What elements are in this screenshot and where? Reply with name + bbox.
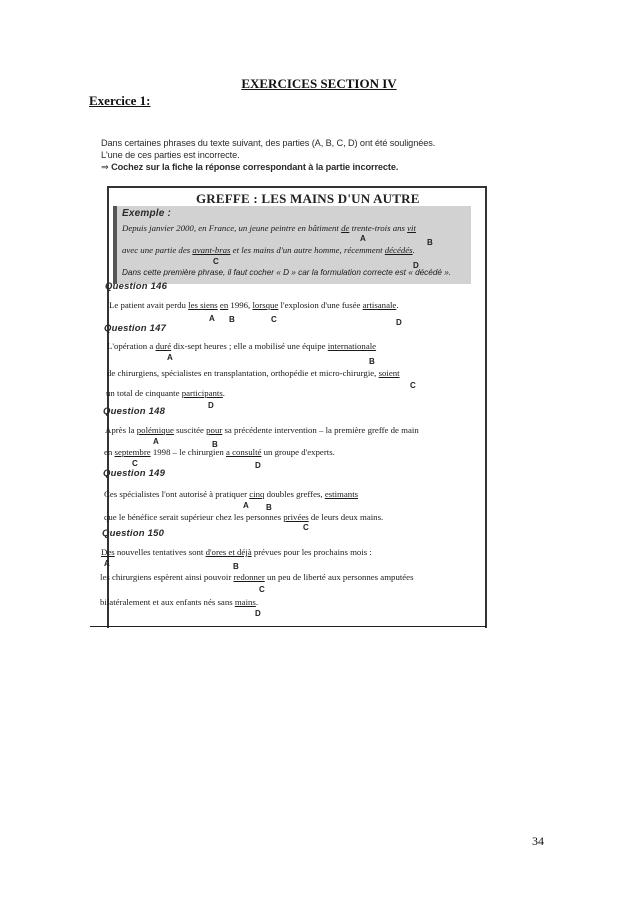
text: 1998 – le chirurgien <box>150 447 226 457</box>
text: bilatéralement et aux enfants nés sans <box>100 597 235 607</box>
underlined-part-c: lorsque <box>252 300 279 310</box>
text: 1996, <box>228 300 253 310</box>
question-147-line-2 <box>107 368 400 378</box>
text: . <box>222 388 225 398</box>
underlined-part-b: pour <box>206 425 223 435</box>
letter-a: A <box>243 501 249 510</box>
letter-c: C <box>259 585 265 594</box>
underlined-part-b: estimants <box>324 489 359 499</box>
text: . <box>396 300 399 310</box>
letter-a: A <box>167 353 173 362</box>
letter-b: B <box>266 503 272 512</box>
text: suscitée <box>173 425 207 435</box>
question-150-line-1 <box>101 547 372 557</box>
underlined-part-b: internationale <box>327 341 377 351</box>
letter-a: A <box>209 314 215 323</box>
underlined-part-a: polémique <box>136 425 174 435</box>
article-title: GREFFE : LES MAINS D'UN AUTRE <box>196 191 420 206</box>
underlined-part-a: cinq <box>249 489 265 499</box>
question-147-line-1 <box>107 341 376 351</box>
letter-c: C <box>303 523 309 532</box>
underlined-part-d: artisanale <box>362 300 397 310</box>
letter-d: D <box>255 609 261 618</box>
underlined-part-c: soient <box>378 368 400 378</box>
letter-c: C <box>271 315 277 324</box>
text: Depuis janvier 2000, en France, un jeune peintre en bâtiment <box>122 223 342 233</box>
letter-b: B <box>233 562 239 571</box>
text: l'explosion d'une fusée <box>278 300 363 310</box>
text: Après la <box>105 425 137 435</box>
letter-b: B <box>229 315 235 324</box>
question-147-label: Question 147 <box>104 323 167 334</box>
example-bar <box>113 206 117 284</box>
question-149-label: Question 149 <box>103 468 166 479</box>
text: . <box>412 245 415 255</box>
section-title: EXERCICES SECTION IV <box>241 76 397 91</box>
underlined-part-d: mains <box>234 597 256 607</box>
underlined-part-d: décédés <box>384 245 413 255</box>
question-148-label: Question 148 <box>103 406 166 417</box>
letter-c: C <box>213 257 219 266</box>
intro-line-1: Dans certaines phrases du texte suivant, des parties (A, B, C, D) ont été soulignées. <box>101 138 436 148</box>
underlined-part-b: en <box>219 300 229 310</box>
text: prévues pour les prochains mois : <box>251 547 372 557</box>
letter-c: C <box>132 459 138 468</box>
text: trente-trois ans <box>349 223 408 233</box>
text: doubles greffes, <box>264 489 325 499</box>
page-number: 34 <box>532 834 544 848</box>
text: . <box>255 597 259 607</box>
text: un groupe d'experts. <box>261 447 335 457</box>
underlined-part-c: septembre <box>114 447 151 457</box>
text: dix-sept heures ; elle a mobilisé une équipe <box>171 341 328 351</box>
letter-b: B <box>212 440 218 449</box>
intro-line-3 <box>101 162 398 173</box>
letter-a: A <box>153 437 159 446</box>
underlined-part-a: les siens <box>188 300 218 310</box>
question-150-label: Question 150 <box>102 528 165 539</box>
letter-a: A <box>104 559 110 568</box>
text: un peu de liberté aux personnes amputées <box>264 572 414 582</box>
letter-b: B <box>369 357 375 366</box>
exercise-label: Exercice 1: <box>89 93 151 108</box>
question-148-line-2 <box>104 447 335 457</box>
text: nouvelles tentatives sont <box>114 547 206 557</box>
question-147-line-3 <box>106 388 225 398</box>
text: sa précédente intervention – la première greffe de main <box>222 425 419 435</box>
question-148-line-1 <box>105 425 419 435</box>
text: les chirurgiens espèrent ainsi pouvoir <box>100 572 234 582</box>
underlined-part-c: privées <box>283 512 309 522</box>
intro-instruction: Cochez sur la fiche la réponse correspondant à la partie incorrecte. <box>111 162 399 172</box>
question-149-line-2 <box>104 512 383 522</box>
letter-c: C <box>410 381 416 390</box>
scan-bottom-border <box>90 626 486 627</box>
text: en <box>104 447 115 457</box>
letter-a: A <box>360 234 366 243</box>
letter-d: D <box>413 261 419 270</box>
underlined-part-d: a consulté <box>226 447 262 457</box>
underlined-part-a: Des <box>101 547 115 557</box>
underlined-part-a: de <box>341 223 350 233</box>
text: Ces spécialistes l'ont autorisé à pratiquer <box>104 489 250 499</box>
question-149-line-1 <box>104 489 358 499</box>
text: L'opération a <box>107 341 156 351</box>
text: Le patient avait perdu <box>109 300 189 310</box>
underlined-part-b: vit <box>407 223 416 233</box>
example-note: Dans cette première phrase, il faut cocher « D » car la formulation correcte est « décédé ». <box>122 268 452 277</box>
text: un total de cinquante <box>106 388 182 398</box>
text: que le bénéfice serait supérieur chez les personnes <box>104 512 284 522</box>
underlined-part-b: d'ores et déjà <box>205 547 252 557</box>
arrow-icon: ⇒ <box>101 162 109 172</box>
letter-d: D <box>208 401 214 410</box>
text: et les mains d'un autre homme, récemment <box>230 245 385 255</box>
question-150-line-3 <box>100 597 258 607</box>
example-label: Exemple : <box>122 208 172 219</box>
intro-line-2: L'une de ces parties est incorrecte. <box>101 150 240 160</box>
question-146-line-1 <box>109 300 399 310</box>
letter-d: D <box>396 318 402 327</box>
question-150-line-2 <box>100 572 414 582</box>
text: avec une partie des <box>122 245 193 255</box>
letter-b: B <box>427 238 433 247</box>
underlined-part-d: participants <box>181 388 223 398</box>
underlined-part-c: redonner <box>233 572 265 582</box>
underlined-part-c: avant-bras <box>192 245 231 255</box>
example-line-1 <box>122 223 416 233</box>
letter-d: D <box>255 461 261 470</box>
question-146-label: Question 146 <box>105 281 168 292</box>
underlined-part-a: duré <box>155 341 172 351</box>
example-line-2 <box>122 245 415 255</box>
text: de leurs deux mains. <box>308 512 384 522</box>
text: de chirurgiens, spécialistes en transplantation, orthopédie et micro-chirurgie, <box>107 368 379 378</box>
